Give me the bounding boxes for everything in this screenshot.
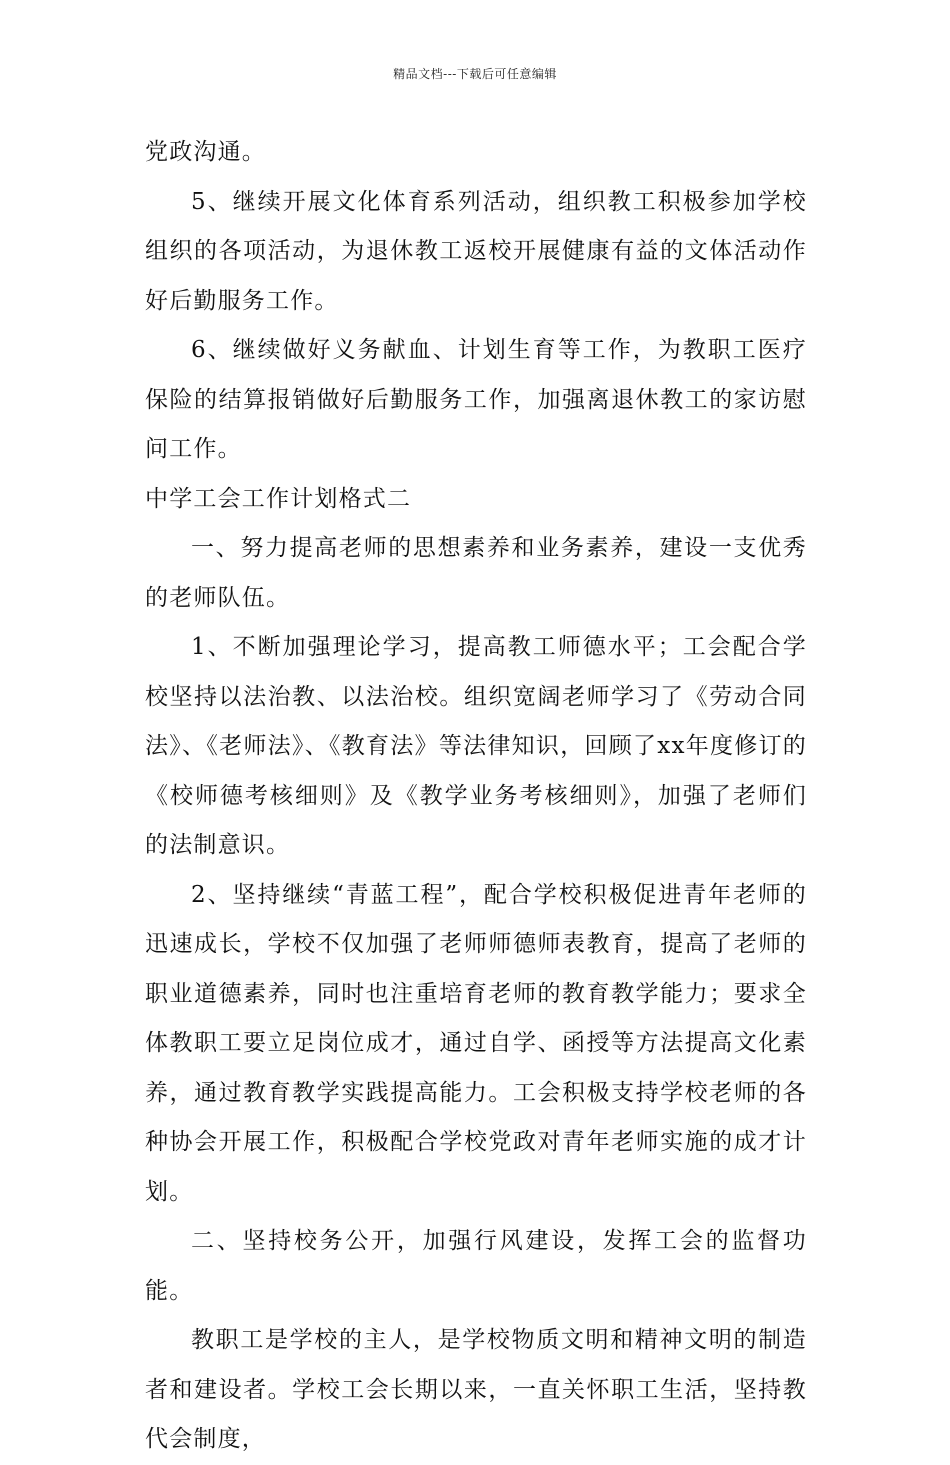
paragraph: 党政沟通。	[145, 139, 266, 165]
page-header: 精品文档---下载后可任意编辑	[393, 67, 557, 81]
section-heading: 中学工会工作计划格式二	[145, 485, 412, 512]
paragraph: 1、不断加强理论学习，提高教工师德水平；工会配合学校坚持以法治教、以法治校。组织宽阔老师学习了《劳动合同法》、《老师法》、《教育法》等法律知识，回顾了xx年度修订的《校师德考核细则》及《教学业务考核细则》，加强了老师们的法制意识。	[145, 634, 807, 858]
paragraph: 一、努力提高老师的思想素养和业务素养，建设一支优秀的老师队伍。	[145, 535, 807, 611]
paragraph: 5、继续开展文化体育系列活动，组织教工积极参加学校组织的各项活动，为退休教工返校开展健康有益的文体活动作好后勤服务工作。	[145, 188, 807, 314]
paragraph: 教职工是学校的主人，是学校物质文明和精神文明的制造者和建设者。学校工会长期以来，一直关怀职工生活，坚持教代会制度，	[145, 1327, 807, 1452]
document-body	[145, 128, 807, 1465]
paragraph: 6、继续做好义务献血、计划生育等工作，为教职工医疗保险的结算报销做好后勤服务工作，加强离退休教工的家访慰问工作。	[145, 337, 807, 462]
paragraph: 二、坚持校务公开，加强行风建设，发挥工会的监督功能。	[145, 1228, 807, 1304]
paragraph: 2、坚持继续“青蓝工程”，配合学校积极促进青年老师的迅速成长，学校不仅加强了老师师德师表教育，提高了老师的职业道德素养，同时也注重培育老师的教育教学能力；要求全体教职工要立足岗位成才，通过自学、函授等方法提高文化素养，通过教育教学实践提高能力。工会积极支持学校老师的各种协会开展工作，积极配合学校党政对青年老师实施的成才计划。	[145, 881, 807, 1205]
